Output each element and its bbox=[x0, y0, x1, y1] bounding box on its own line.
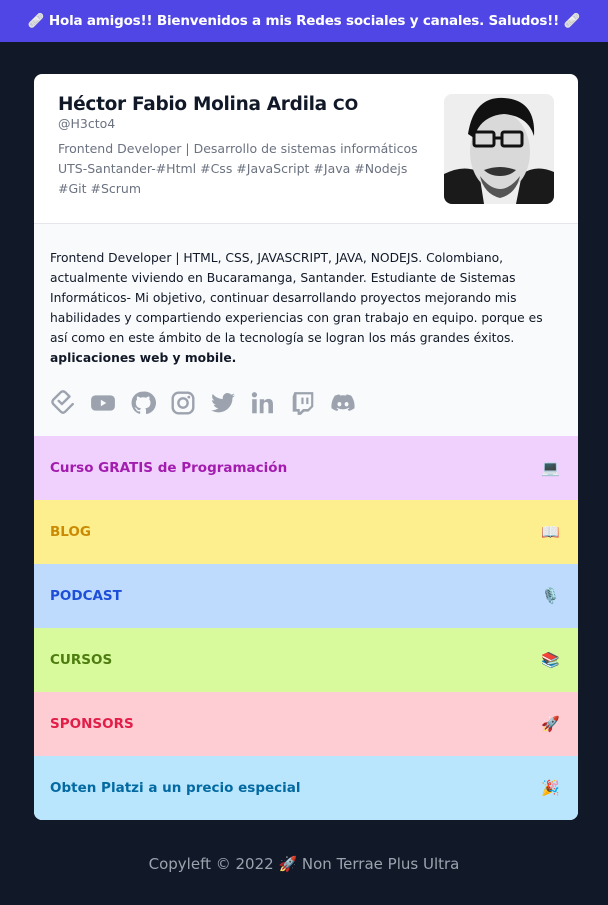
footer-text: Copyleft © 2022 🚀 Non Terrae Plus Ultra bbox=[148, 855, 460, 873]
laptop-icon: 💻 bbox=[541, 459, 560, 477]
link-label: CURSOS bbox=[50, 652, 113, 668]
profile-card bbox=[34, 74, 578, 820]
link-label: BLOG bbox=[50, 524, 91, 540]
rocket-icon: 🚀 bbox=[541, 715, 560, 733]
books-icon: 📚 bbox=[541, 651, 560, 669]
link-list bbox=[34, 436, 578, 820]
party-popper-icon: 🎉 bbox=[541, 779, 560, 797]
link-label: SPONSORS bbox=[50, 716, 134, 732]
footer bbox=[0, 855, 608, 873]
banner-text: 🩹 Hola amigos!! Bienvenidos a mis Redes sociales y canales. Saludos!! 🩹 bbox=[27, 13, 581, 29]
twitch-icon[interactable] bbox=[290, 390, 316, 416]
link-blog[interactable] bbox=[34, 500, 578, 564]
instagram-icon[interactable] bbox=[170, 390, 196, 416]
youtube-icon[interactable] bbox=[90, 390, 116, 416]
link-label: PODCAST bbox=[50, 588, 122, 604]
bio-text bbox=[50, 248, 562, 368]
discord-icon[interactable] bbox=[330, 390, 356, 416]
link-label: Curso GRATIS de Programación bbox=[50, 460, 288, 476]
link-free-course[interactable] bbox=[34, 436, 578, 500]
country-flag: CO bbox=[332, 95, 359, 114]
link-platzi-offer[interactable] bbox=[34, 756, 578, 820]
bio-highlight: aplicaciones web y mobile. bbox=[50, 351, 237, 365]
link-label: Obten Platzi a un precio especial bbox=[50, 780, 301, 796]
link-courses[interactable] bbox=[34, 628, 578, 692]
welcome-banner bbox=[0, 0, 608, 42]
social-links bbox=[50, 390, 562, 416]
profile-handle: @H3cto4 bbox=[58, 116, 116, 131]
twitter-icon[interactable] bbox=[210, 390, 236, 416]
github-icon[interactable] bbox=[130, 390, 156, 416]
avatar-portrait bbox=[444, 94, 554, 204]
microphone-icon: 🎙️ bbox=[541, 587, 560, 605]
link-podcast[interactable] bbox=[34, 564, 578, 628]
book-icon: 📖 bbox=[541, 523, 560, 541]
bio-body: Frontend Developer | HTML, CSS, JAVASCRIPT, JAVA, NODEJS. Colombiano, actualmente viviendo en Bucaramanga, Santander. Estudiante de Sistemas Informáticos- Mi objetivo, continuar desarrollando proyectos mejorando mis habilidades y compartiendo experiencias con gran trabajo en equipo. porque es así como en este ámbito de la tecnología se logran los más grandes éxitos. bbox=[50, 251, 543, 345]
profile-header bbox=[34, 74, 578, 224]
linkedin-icon[interactable] bbox=[250, 390, 276, 416]
link-sponsors[interactable] bbox=[34, 692, 578, 756]
profile-tagline: Frontend Developer | Desarrollo de sistemas informáticos UTS-Santander-#Html #Css #JavaScript #Java #Nodejs #Git #Scrum bbox=[58, 141, 418, 196]
profile-name: Héctor Fabio Molina Ardila bbox=[58, 94, 327, 115]
avatar bbox=[444, 94, 554, 204]
platzi-icon[interactable] bbox=[50, 390, 76, 416]
bio-section bbox=[34, 224, 578, 436]
